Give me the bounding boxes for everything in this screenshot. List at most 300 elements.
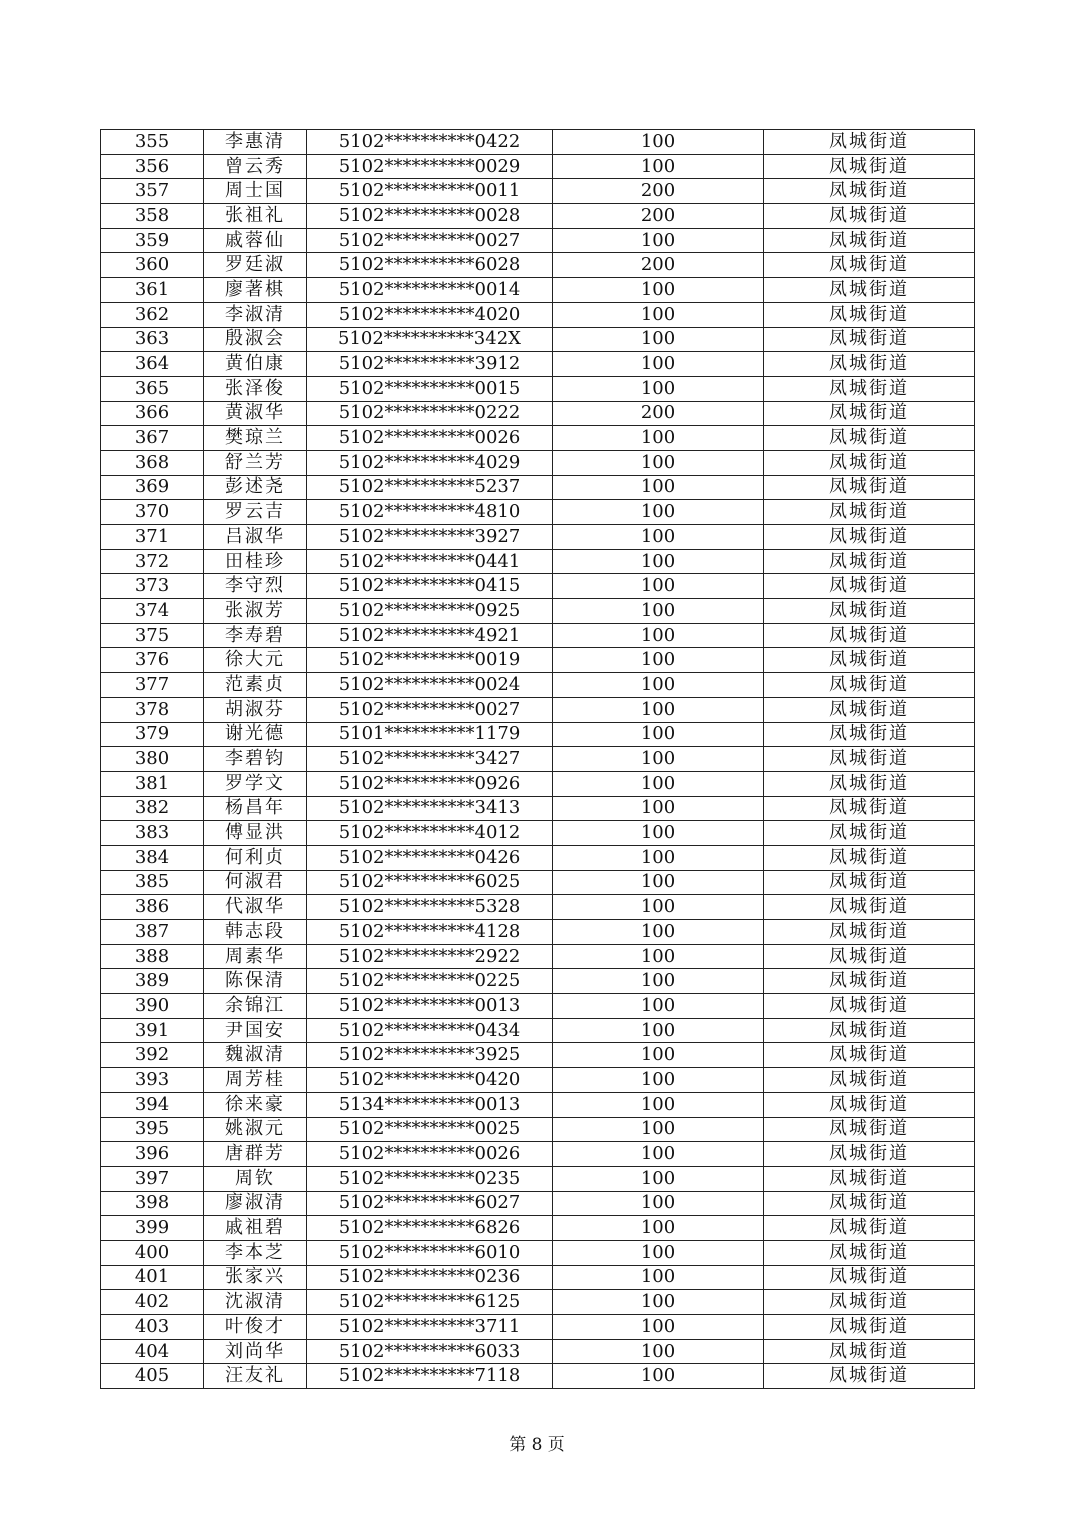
name-cell: 张泽俊 xyxy=(204,376,307,401)
area-cell: 凤城街道 xyxy=(764,920,975,945)
amount-cell: 100 xyxy=(553,599,764,624)
amount-cell: 100 xyxy=(553,525,764,550)
row-number-cell: 394 xyxy=(101,1092,204,1117)
id-number-cell: 5102**********0019 xyxy=(307,648,553,673)
area-cell: 凤城街道 xyxy=(764,130,975,155)
name-cell: 叶俊才 xyxy=(204,1315,307,1340)
table-row xyxy=(101,994,975,1019)
name-cell: 罗学文 xyxy=(204,771,307,796)
table-row xyxy=(101,1216,975,1241)
name-cell: 张祖礼 xyxy=(204,204,307,229)
id-number-cell: 5102**********6025 xyxy=(307,870,553,895)
id-number-cell: 5102**********0026 xyxy=(307,426,553,451)
id-number-cell: 5102**********2922 xyxy=(307,944,553,969)
area-cell: 凤城街道 xyxy=(764,648,975,673)
table-row xyxy=(101,1166,975,1191)
area-cell: 凤城街道 xyxy=(764,673,975,698)
row-number-cell: 373 xyxy=(101,574,204,599)
area-cell: 凤城街道 xyxy=(764,450,975,475)
area-cell: 凤城街道 xyxy=(764,771,975,796)
table-row xyxy=(101,154,975,179)
table-row xyxy=(101,1290,975,1315)
id-number-cell: 5134**********0013 xyxy=(307,1092,553,1117)
table-row xyxy=(101,1364,975,1389)
area-cell: 凤城街道 xyxy=(764,1018,975,1043)
row-number-cell: 384 xyxy=(101,845,204,870)
row-number-cell: 399 xyxy=(101,1216,204,1241)
amount-cell: 100 xyxy=(553,278,764,303)
table-row xyxy=(101,450,975,475)
table-row xyxy=(101,1117,975,1142)
row-number-cell: 372 xyxy=(101,549,204,574)
amount-cell: 100 xyxy=(553,327,764,352)
table-row xyxy=(101,204,975,229)
row-number-cell: 396 xyxy=(101,1142,204,1167)
area-cell: 凤城街道 xyxy=(764,228,975,253)
row-number-cell: 363 xyxy=(101,327,204,352)
name-cell: 沈淑清 xyxy=(204,1290,307,1315)
id-number-cell: 5102**********0014 xyxy=(307,278,553,303)
row-number-cell: 401 xyxy=(101,1265,204,1290)
amount-cell: 100 xyxy=(553,376,764,401)
name-cell: 廖著棋 xyxy=(204,278,307,303)
area-cell: 凤城街道 xyxy=(764,969,975,994)
amount-cell: 100 xyxy=(553,1240,764,1265)
table-row xyxy=(101,130,975,155)
table-row xyxy=(101,302,975,327)
amount-cell: 100 xyxy=(553,1166,764,1191)
name-cell: 黄淑华 xyxy=(204,401,307,426)
name-cell: 杨昌年 xyxy=(204,796,307,821)
name-cell: 彭述尧 xyxy=(204,475,307,500)
id-number-cell: 5102**********5237 xyxy=(307,475,553,500)
id-number-cell: 5102**********0027 xyxy=(307,228,553,253)
amount-cell: 200 xyxy=(553,179,764,204)
table-row xyxy=(101,673,975,698)
amount-cell: 100 xyxy=(553,895,764,920)
row-number-cell: 379 xyxy=(101,722,204,747)
row-number-cell: 385 xyxy=(101,870,204,895)
table-body xyxy=(101,130,975,1389)
table-row xyxy=(101,1339,975,1364)
row-number-cell: 357 xyxy=(101,179,204,204)
id-number-cell: 5102**********6125 xyxy=(307,1290,553,1315)
row-number-cell: 404 xyxy=(101,1339,204,1364)
name-cell: 田桂珍 xyxy=(204,549,307,574)
id-number-cell: 5102**********0415 xyxy=(307,574,553,599)
name-cell: 周素华 xyxy=(204,944,307,969)
row-number-cell: 370 xyxy=(101,500,204,525)
name-cell: 殷淑会 xyxy=(204,327,307,352)
name-cell: 陈保清 xyxy=(204,969,307,994)
row-number-cell: 397 xyxy=(101,1166,204,1191)
id-number-cell: 5102**********6010 xyxy=(307,1240,553,1265)
table-row xyxy=(101,228,975,253)
area-cell: 凤城街道 xyxy=(764,821,975,846)
row-number-cell: 376 xyxy=(101,648,204,673)
row-number-cell: 383 xyxy=(101,821,204,846)
name-cell: 李寿碧 xyxy=(204,623,307,648)
id-number-cell: 5102**********0028 xyxy=(307,204,553,229)
area-cell: 凤城街道 xyxy=(764,944,975,969)
name-cell: 周士国 xyxy=(204,179,307,204)
table-row xyxy=(101,278,975,303)
amount-cell: 100 xyxy=(553,673,764,698)
area-cell: 凤城街道 xyxy=(764,401,975,426)
area-cell: 凤城街道 xyxy=(764,500,975,525)
id-number-cell: 5102**********3427 xyxy=(307,747,553,772)
amount-cell: 100 xyxy=(553,1043,764,1068)
name-cell: 戚祖碧 xyxy=(204,1216,307,1241)
table-row xyxy=(101,376,975,401)
id-number-cell: 5102**********0013 xyxy=(307,994,553,1019)
row-number-cell: 375 xyxy=(101,623,204,648)
amount-cell: 100 xyxy=(553,549,764,574)
id-number-cell: 5102**********0420 xyxy=(307,1068,553,1093)
row-number-cell: 403 xyxy=(101,1315,204,1340)
table-row xyxy=(101,920,975,945)
amount-cell: 100 xyxy=(553,500,764,525)
name-cell: 李守烈 xyxy=(204,574,307,599)
amount-cell: 100 xyxy=(553,697,764,722)
name-cell: 谢光德 xyxy=(204,722,307,747)
amount-cell: 100 xyxy=(553,154,764,179)
table-row xyxy=(101,895,975,920)
id-number-cell: 5102**********6027 xyxy=(307,1191,553,1216)
name-cell: 范素贞 xyxy=(204,673,307,698)
area-cell: 凤城街道 xyxy=(764,796,975,821)
area-cell: 凤城街道 xyxy=(764,1117,975,1142)
id-number-cell: 5102**********4029 xyxy=(307,450,553,475)
amount-cell: 200 xyxy=(553,401,764,426)
name-cell: 傅显洪 xyxy=(204,821,307,846)
table-row xyxy=(101,1315,975,1340)
name-cell: 李淑清 xyxy=(204,302,307,327)
row-number-cell: 367 xyxy=(101,426,204,451)
row-number-cell: 371 xyxy=(101,525,204,550)
amount-cell: 100 xyxy=(553,944,764,969)
id-number-cell: 5102**********7118 xyxy=(307,1364,553,1389)
amount-cell: 100 xyxy=(553,1339,764,1364)
id-number-cell: 5102**********0926 xyxy=(307,771,553,796)
area-cell: 凤城街道 xyxy=(764,697,975,722)
id-number-cell: 5102**********0026 xyxy=(307,1142,553,1167)
name-cell: 唐群芳 xyxy=(204,1142,307,1167)
id-number-cell: 5102**********4921 xyxy=(307,623,553,648)
id-number-cell: 5102**********3912 xyxy=(307,352,553,377)
row-number-cell: 398 xyxy=(101,1191,204,1216)
id-number-cell: 5102**********0441 xyxy=(307,549,553,574)
name-cell: 舒兰芳 xyxy=(204,450,307,475)
amount-cell: 100 xyxy=(553,1290,764,1315)
area-cell: 凤城街道 xyxy=(764,253,975,278)
name-cell: 罗廷淑 xyxy=(204,253,307,278)
table-row xyxy=(101,722,975,747)
amount-cell: 100 xyxy=(553,648,764,673)
amount-cell: 100 xyxy=(553,228,764,253)
row-number-cell: 360 xyxy=(101,253,204,278)
name-cell: 汪友礼 xyxy=(204,1364,307,1389)
amount-cell: 100 xyxy=(553,870,764,895)
name-cell: 张家兴 xyxy=(204,1265,307,1290)
row-number-cell: 393 xyxy=(101,1068,204,1093)
table-row xyxy=(101,821,975,846)
table-row xyxy=(101,327,975,352)
row-number-cell: 366 xyxy=(101,401,204,426)
amount-cell: 100 xyxy=(553,1068,764,1093)
amount-cell: 100 xyxy=(553,1216,764,1241)
name-cell: 尹国安 xyxy=(204,1018,307,1043)
name-cell: 徐来豪 xyxy=(204,1092,307,1117)
amount-cell: 100 xyxy=(553,475,764,500)
area-cell: 凤城街道 xyxy=(764,1364,975,1389)
name-cell: 罗云吉 xyxy=(204,500,307,525)
row-number-cell: 405 xyxy=(101,1364,204,1389)
amount-cell: 100 xyxy=(553,821,764,846)
name-cell: 吕淑华 xyxy=(204,525,307,550)
amount-cell: 100 xyxy=(553,302,764,327)
amount-cell: 100 xyxy=(553,1364,764,1389)
area-cell: 凤城街道 xyxy=(764,1043,975,1068)
amount-cell: 100 xyxy=(553,994,764,1019)
id-number-cell: 5102**********0015 xyxy=(307,376,553,401)
area-cell: 凤城街道 xyxy=(764,623,975,648)
table-row xyxy=(101,870,975,895)
id-number-cell: 5102**********0422 xyxy=(307,130,553,155)
id-number-cell: 5102**********4020 xyxy=(307,302,553,327)
table-row xyxy=(101,599,975,624)
area-cell: 凤城街道 xyxy=(764,179,975,204)
row-number-cell: 391 xyxy=(101,1018,204,1043)
amount-cell: 100 xyxy=(553,574,764,599)
row-number-cell: 374 xyxy=(101,599,204,624)
name-cell: 姚淑元 xyxy=(204,1117,307,1142)
row-number-cell: 365 xyxy=(101,376,204,401)
id-number-cell: 5102**********0029 xyxy=(307,154,553,179)
id-number-cell: 5102**********6033 xyxy=(307,1339,553,1364)
row-number-cell: 395 xyxy=(101,1117,204,1142)
amount-cell: 100 xyxy=(553,1018,764,1043)
row-number-cell: 368 xyxy=(101,450,204,475)
area-cell: 凤城街道 xyxy=(764,845,975,870)
amount-cell: 100 xyxy=(553,920,764,945)
id-number-cell: 5102**********3927 xyxy=(307,525,553,550)
amount-cell: 200 xyxy=(553,204,764,229)
id-number-cell: 5102**********3413 xyxy=(307,796,553,821)
area-cell: 凤城街道 xyxy=(764,278,975,303)
row-number-cell: 355 xyxy=(101,130,204,155)
name-cell: 何利贞 xyxy=(204,845,307,870)
table-row xyxy=(101,1092,975,1117)
name-cell: 曾云秀 xyxy=(204,154,307,179)
table-row xyxy=(101,1043,975,1068)
amount-cell: 100 xyxy=(553,747,764,772)
name-cell: 徐大元 xyxy=(204,648,307,673)
area-cell: 凤城街道 xyxy=(764,574,975,599)
id-number-cell: 5102**********0025 xyxy=(307,1117,553,1142)
table-row xyxy=(101,1191,975,1216)
table-row xyxy=(101,845,975,870)
name-cell: 余锦江 xyxy=(204,994,307,1019)
row-number-cell: 388 xyxy=(101,944,204,969)
row-number-cell: 380 xyxy=(101,747,204,772)
table-row xyxy=(101,1018,975,1043)
amount-cell: 100 xyxy=(553,771,764,796)
id-number-cell: 5102**********3711 xyxy=(307,1315,553,1340)
table-row xyxy=(101,1265,975,1290)
row-number-cell: 382 xyxy=(101,796,204,821)
table-row xyxy=(101,697,975,722)
area-cell: 凤城街道 xyxy=(764,475,975,500)
area-cell: 凤城街道 xyxy=(764,747,975,772)
id-number-cell: 5102**********4128 xyxy=(307,920,553,945)
area-cell: 凤城街道 xyxy=(764,154,975,179)
amount-cell: 100 xyxy=(553,1092,764,1117)
area-cell: 凤城街道 xyxy=(764,525,975,550)
table-row xyxy=(101,525,975,550)
amount-cell: 100 xyxy=(553,130,764,155)
amount-cell: 100 xyxy=(553,623,764,648)
name-cell: 戚蓉仙 xyxy=(204,228,307,253)
table-row xyxy=(101,1068,975,1093)
area-cell: 凤城街道 xyxy=(764,1216,975,1241)
row-number-cell: 402 xyxy=(101,1290,204,1315)
name-cell: 韩志段 xyxy=(204,920,307,945)
amount-cell: 100 xyxy=(553,722,764,747)
id-number-cell: 5102**********342X xyxy=(307,327,553,352)
id-number-cell: 5102**********0011 xyxy=(307,179,553,204)
area-cell: 凤城街道 xyxy=(764,1290,975,1315)
table-row xyxy=(101,549,975,574)
row-number-cell: 362 xyxy=(101,302,204,327)
area-cell: 凤城街道 xyxy=(764,994,975,1019)
subsidy-list-table xyxy=(100,129,975,1389)
row-number-cell: 381 xyxy=(101,771,204,796)
id-number-cell: 5102**********0024 xyxy=(307,673,553,698)
name-cell: 樊琼兰 xyxy=(204,426,307,451)
amount-cell: 100 xyxy=(553,969,764,994)
name-cell: 周钦 xyxy=(204,1166,307,1191)
table-row xyxy=(101,253,975,278)
amount-cell: 100 xyxy=(553,1117,764,1142)
id-number-cell: 5102**********5328 xyxy=(307,895,553,920)
table-row xyxy=(101,969,975,994)
area-cell: 凤城街道 xyxy=(764,1068,975,1093)
amount-cell: 100 xyxy=(553,352,764,377)
amount-cell: 100 xyxy=(553,450,764,475)
table-row xyxy=(101,796,975,821)
amount-cell: 100 xyxy=(553,1265,764,1290)
table-row xyxy=(101,179,975,204)
area-cell: 凤城街道 xyxy=(764,722,975,747)
area-cell: 凤城街道 xyxy=(764,426,975,451)
row-number-cell: 358 xyxy=(101,204,204,229)
area-cell: 凤城街道 xyxy=(764,1265,975,1290)
name-cell: 周芳桂 xyxy=(204,1068,307,1093)
row-number-cell: 386 xyxy=(101,895,204,920)
name-cell: 李碧钧 xyxy=(204,747,307,772)
table-row xyxy=(101,648,975,673)
row-number-cell: 364 xyxy=(101,352,204,377)
area-cell: 凤城街道 xyxy=(764,1240,975,1265)
table-row xyxy=(101,771,975,796)
name-cell: 李本芝 xyxy=(204,1240,307,1265)
area-cell: 凤城街道 xyxy=(764,204,975,229)
id-number-cell: 5102**********4012 xyxy=(307,821,553,846)
row-number-cell: 387 xyxy=(101,920,204,945)
area-cell: 凤城街道 xyxy=(764,1142,975,1167)
id-number-cell: 5102**********0027 xyxy=(307,697,553,722)
table-row xyxy=(101,401,975,426)
id-number-cell: 5102**********0225 xyxy=(307,969,553,994)
name-cell: 代淑华 xyxy=(204,895,307,920)
amount-cell: 100 xyxy=(553,1191,764,1216)
area-cell: 凤城街道 xyxy=(764,376,975,401)
amount-cell: 100 xyxy=(553,796,764,821)
id-number-cell: 5102**********0236 xyxy=(307,1265,553,1290)
area-cell: 凤城街道 xyxy=(764,895,975,920)
id-number-cell: 5102**********6028 xyxy=(307,253,553,278)
table-row xyxy=(101,500,975,525)
table-row xyxy=(101,747,975,772)
table-row xyxy=(101,475,975,500)
row-number-cell: 400 xyxy=(101,1240,204,1265)
area-cell: 凤城街道 xyxy=(764,1166,975,1191)
table-row xyxy=(101,352,975,377)
area-cell: 凤城街道 xyxy=(764,352,975,377)
table-row xyxy=(101,426,975,451)
area-cell: 凤城街道 xyxy=(764,1191,975,1216)
amount-cell: 200 xyxy=(553,253,764,278)
area-cell: 凤城街道 xyxy=(764,327,975,352)
name-cell: 黄伯康 xyxy=(204,352,307,377)
page-number: 第 8 页 xyxy=(509,1435,565,1455)
amount-cell: 100 xyxy=(553,1315,764,1340)
row-number-cell: 359 xyxy=(101,228,204,253)
row-number-cell: 390 xyxy=(101,994,204,1019)
id-number-cell: 5102**********0235 xyxy=(307,1166,553,1191)
name-cell: 李惠清 xyxy=(204,130,307,155)
row-number-cell: 377 xyxy=(101,673,204,698)
row-number-cell: 361 xyxy=(101,278,204,303)
id-number-cell: 5101**********1179 xyxy=(307,722,553,747)
area-cell: 凤城街道 xyxy=(764,302,975,327)
table-row xyxy=(101,574,975,599)
name-cell: 刘尚华 xyxy=(204,1339,307,1364)
area-cell: 凤城街道 xyxy=(764,549,975,574)
table-row xyxy=(101,623,975,648)
area-cell: 凤城街道 xyxy=(764,599,975,624)
area-cell: 凤城街道 xyxy=(764,1339,975,1364)
id-number-cell: 5102**********0925 xyxy=(307,599,553,624)
name-cell: 魏淑清 xyxy=(204,1043,307,1068)
name-cell: 张淑芳 xyxy=(204,599,307,624)
name-cell: 胡淑芬 xyxy=(204,697,307,722)
amount-cell: 100 xyxy=(553,426,764,451)
table-row xyxy=(101,1240,975,1265)
amount-cell: 100 xyxy=(553,1142,764,1167)
row-number-cell: 389 xyxy=(101,969,204,994)
id-number-cell: 5102**********0222 xyxy=(307,401,553,426)
area-cell: 凤城街道 xyxy=(764,1315,975,1340)
name-cell: 何淑君 xyxy=(204,870,307,895)
name-cell: 廖淑清 xyxy=(204,1191,307,1216)
table-row xyxy=(101,944,975,969)
id-number-cell: 5102**********6826 xyxy=(307,1216,553,1241)
id-number-cell: 5102**********0426 xyxy=(307,845,553,870)
row-number-cell: 392 xyxy=(101,1043,204,1068)
table-row xyxy=(101,1142,975,1167)
